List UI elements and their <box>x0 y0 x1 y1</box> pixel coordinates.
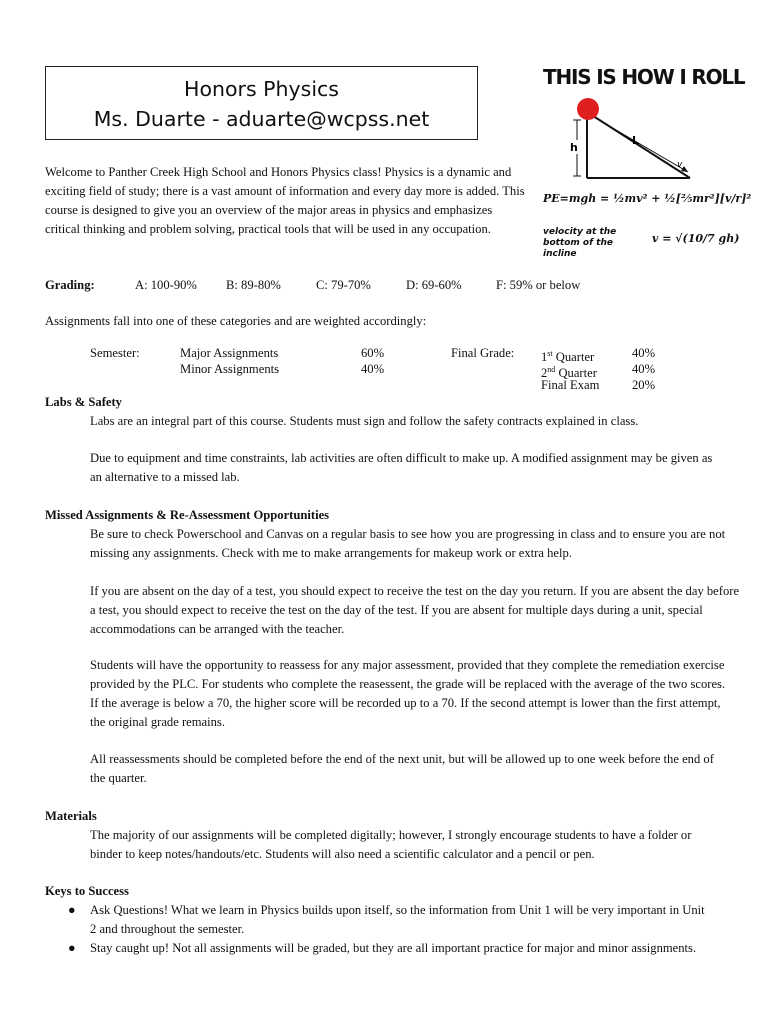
grade-d: D: 69-60% <box>406 278 462 292</box>
q1-pct: 40% <box>632 346 656 360</box>
q2-label: 2nd Quarter <box>541 365 597 381</box>
grade-c: C: 79-70% <box>316 278 371 292</box>
labs-paragraph-1: Labs are an integral part of this course. Students must sign and follow the safety contracts explained in class. <box>90 414 639 428</box>
grade-a: A: 100-90% <box>135 278 197 292</box>
weights-intro: Assignments fall into one of these categories and are weighted accordingly: <box>45 314 427 328</box>
missed-paragraph-4: All reassessments should be completed before the end of the next unit, but will be allowed up to one week before the end of the quarter. <box>90 752 714 785</box>
materials-paragraph: The majority of our assignments will be completed digitally; however, I strongly encourage students to have a folder or binder to keep notes/handouts/etc. Students will also need a scientific calculator and a pencil or pen. <box>90 828 692 861</box>
missed-heading: Missed Assignments & Re-Assessment Opportunities <box>45 508 330 522</box>
missed-paragraph-3: Students will have the opportunity to reassess for any major assessment, provided that they complete the remediation exercise provided by the PLC. For students who complete the reasessent, the grade will be replaced with the average of the two scores. If the average is below a 70, the higher score will be recorded up to a 70. If the second attempt is lower than the first attempt, the original grade remains. <box>90 658 726 729</box>
major-label: Major Assignments <box>180 346 279 360</box>
major-pct: 60% <box>361 346 385 360</box>
semester-label: Semester: <box>90 346 140 360</box>
teacher-contact: Ms. Duarte - aduarte@wcpss.net <box>93 107 430 131</box>
final-grade-label: Final Grade: <box>451 346 515 360</box>
bullet-icon: ● <box>68 903 76 917</box>
grade-f: F: 59% or below <box>496 278 581 292</box>
length-label: L <box>632 134 640 147</box>
list-item: ● Ask Questions! What we learn in Physics builds upon itself, so the information from Unit 1 will be very important in Unit 2 and throughout the semester. <box>68 903 705 936</box>
course-title: Honors Physics <box>184 77 339 101</box>
velocity-label: v <box>677 160 683 170</box>
intro-paragraph: Welcome to Panther Creek High School and Honors Physics class! Physics is a dynamic and exciting field of study; there is a vast amount of information and every day more is added. This course is designed to give you an overview of the major areas in physics and emphasizes critical thinking and problem solving, practical tools that will be used in any occupation. <box>45 165 525 236</box>
minor-pct: 40% <box>361 362 385 376</box>
energy-formula: PE=mgh = ½mv² + ½[⅖mr²][v/r]² <box>543 192 752 205</box>
keys-list <box>63 901 733 958</box>
missed-paragraph-2: If you are absent on the day of a test, you should expect to receive the test on the day you return. If you are absent the day before a test, you should expect to receive the test on the day of the test. If you are absent for multiple days during a unit, special accommodations can be arranged with the teacher. <box>90 584 740 636</box>
bullet-icon: ● <box>68 941 76 955</box>
q2-pct: 40% <box>632 362 656 376</box>
grade-b: B: 89-80% <box>226 278 281 292</box>
graphic-title: THIS IS HOW I ROLL <box>543 65 745 89</box>
keys-heading: Keys to Success <box>45 884 129 898</box>
velocity-arrow-line <box>592 116 688 172</box>
labs-paragraph-2: Due to equipment and time constraints, lab activities are often difficult to make up. A modified assignment may be given as an alternative to a missed lab. <box>90 451 713 484</box>
list-item: ● Stay caught up! Not all assignments will be graded, but they are all important practice for major and minor assignments. <box>63 939 715 958</box>
final-exam-pct: 20% <box>632 378 656 392</box>
minor-label: Minor Assignments <box>180 362 280 376</box>
grading-label: Grading: <box>45 278 95 292</box>
title-box <box>45 66 478 140</box>
q1-label: 1st Quarter <box>541 349 595 365</box>
velocity-formula: v = √(10/7 gh) <box>652 232 740 245</box>
height-label: h <box>570 141 578 154</box>
rolling-ball-icon <box>577 98 599 120</box>
labs-heading: Labs & Safety <box>45 395 122 409</box>
missed-paragraph-1: Be sure to check Powerschool and Canvas on a regular basis to see how you are progressing in class and to ensure you are not missing any assignments. Check with me to make arrangements for makeup work or extra help. <box>90 527 726 560</box>
materials-heading: Materials <box>45 809 97 823</box>
final-exam-label: Final Exam <box>541 378 600 392</box>
velocity-caption: velocity at the bottom of the incline <box>543 227 617 259</box>
